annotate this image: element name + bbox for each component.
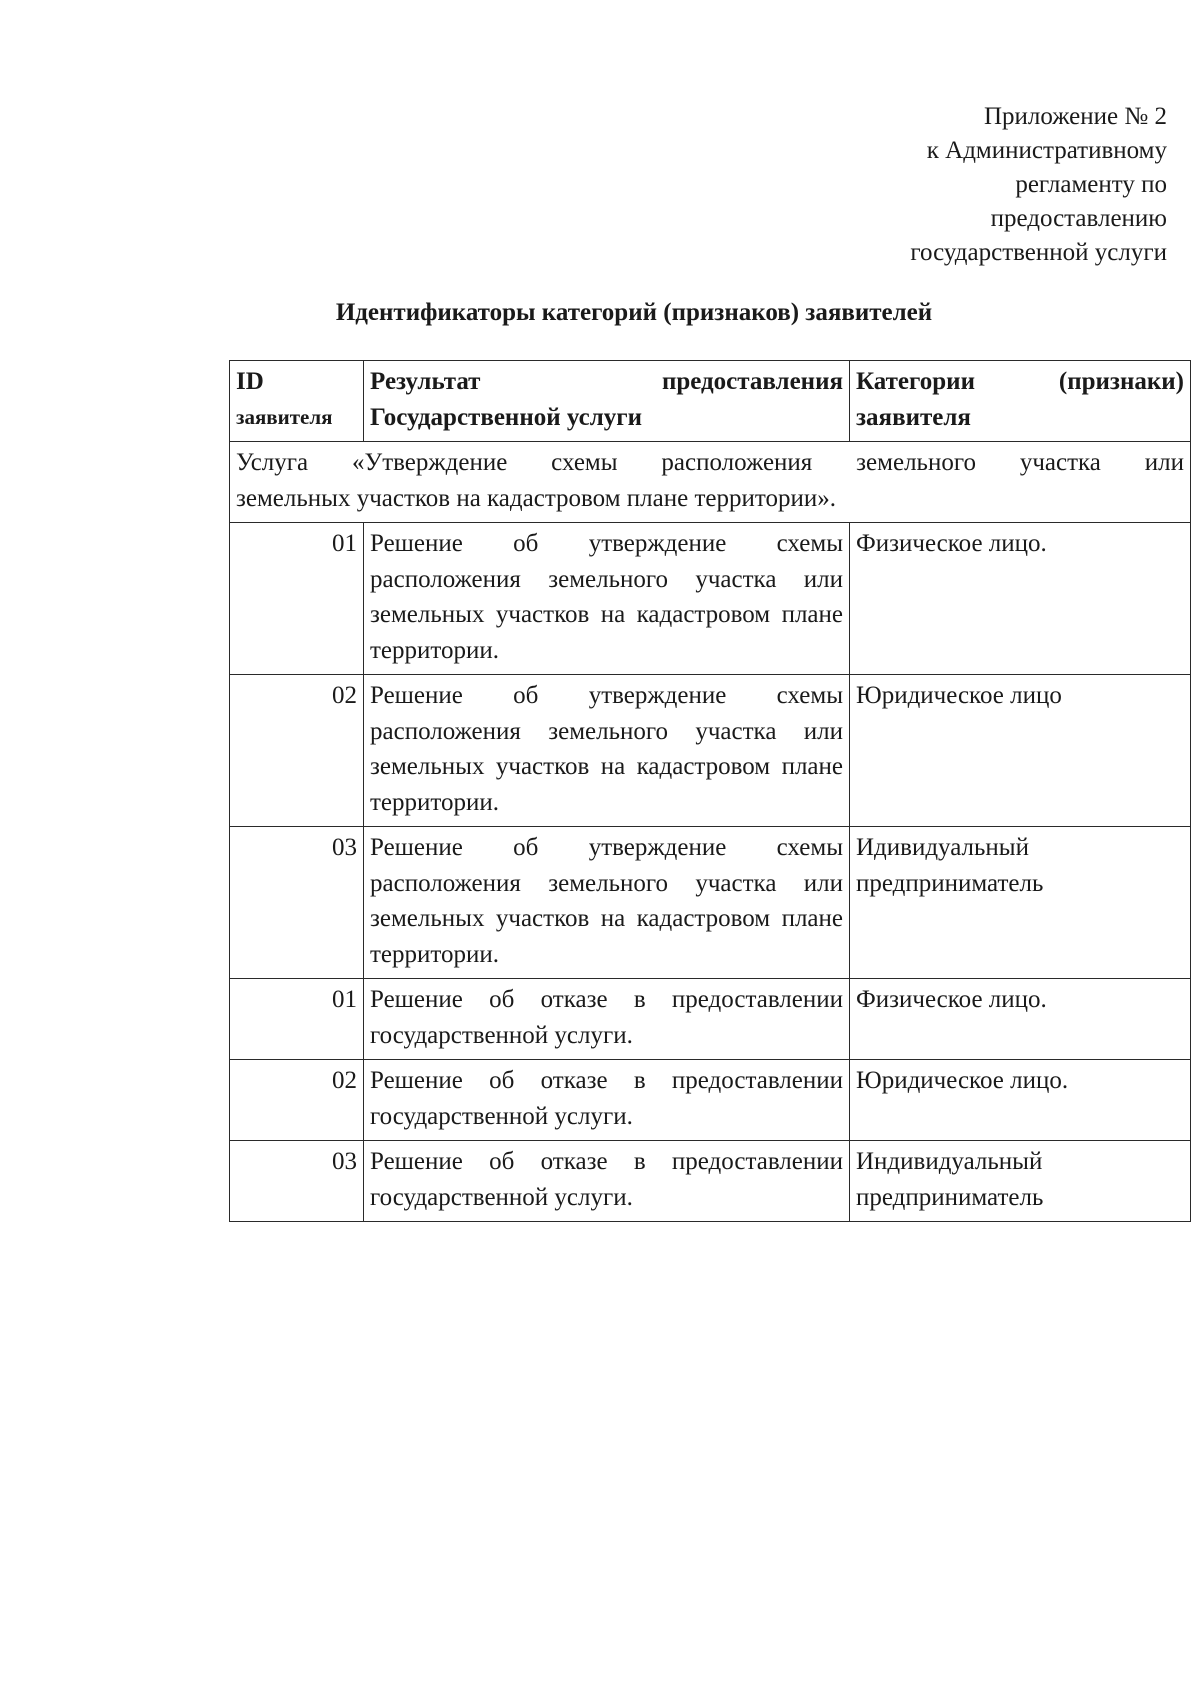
header-category-line: заявителя (856, 403, 971, 431)
service-line: земельных участков на кадастровом плане территории». (236, 484, 836, 512)
appendix-line: предоставлению (990, 205, 1167, 232)
appendix-line: государственной услуги (910, 239, 1167, 266)
header-category-line: Категории (признаки) (856, 368, 1184, 395)
table-row (230, 827, 1191, 979)
service-row (230, 442, 1191, 523)
result-cell: Решение об утверждение схемы расположения земельного участка или земельных участков на кадастровом плане территории. (364, 675, 850, 827)
category-cell: Юридическое лицо (850, 675, 1191, 827)
applicant-id: 01 (230, 523, 364, 675)
header-id-line: заявителя (236, 404, 333, 429)
service-description (230, 442, 1191, 523)
table-row (230, 675, 1191, 827)
table-row (230, 1141, 1191, 1222)
header-category (850, 361, 1191, 442)
appendix-line: к Административному (926, 137, 1167, 164)
table-row (230, 1060, 1191, 1141)
applicant-id: 02 (230, 675, 364, 827)
result-cell: Решение об утверждение схемы расположения земельного участка или земельных участков на кадастровом плане территории. (364, 827, 850, 979)
appendix-line: регламенту по (1015, 171, 1167, 198)
category-cell: Юридическое лицо. (850, 1060, 1191, 1141)
result-cell: Решение об отказе в предоставлении государственной услуги. (364, 979, 850, 1060)
result-cell: Решение об отказе в предоставлении государственной услуги. (364, 1060, 850, 1141)
header-result (364, 361, 850, 442)
table-row (230, 979, 1191, 1060)
applicant-ids-table (229, 360, 1191, 1222)
appendix-block (647, 100, 1167, 270)
applicant-id: 03 (230, 1141, 364, 1222)
header-id (230, 361, 364, 442)
table-header-row (230, 361, 1191, 442)
category-cell: Индивидуальный предприниматель (850, 1141, 1191, 1222)
appendix-line: Приложение № 2 (983, 103, 1167, 130)
header-id-line: ID (236, 368, 264, 395)
service-line: Услуга «Утверждение схемы расположения земельного участка или (236, 449, 1184, 476)
applicant-id: 01 (230, 979, 364, 1060)
applicant-id: 03 (230, 827, 364, 979)
result-cell: Решение об отказе в предоставлении государственной услуги. (364, 1141, 850, 1222)
document-title: Идентификаторы категорий (признаков) заявителей (335, 299, 933, 326)
result-cell: Решение об утверждение схемы расположения земельного участка или земельных участков на кадастровом плане территории. (364, 523, 850, 675)
header-result-line: Государственной услуги (370, 403, 642, 431)
applicant-id: 02 (230, 1060, 364, 1141)
category-cell: Идивидуальный предприниматель (850, 827, 1191, 979)
header-result-line: Результат предоставления (370, 368, 843, 395)
category-cell: Физическое лицо. (850, 979, 1191, 1060)
category-cell: Физическое лицо. (850, 523, 1191, 675)
table-row (230, 523, 1191, 675)
